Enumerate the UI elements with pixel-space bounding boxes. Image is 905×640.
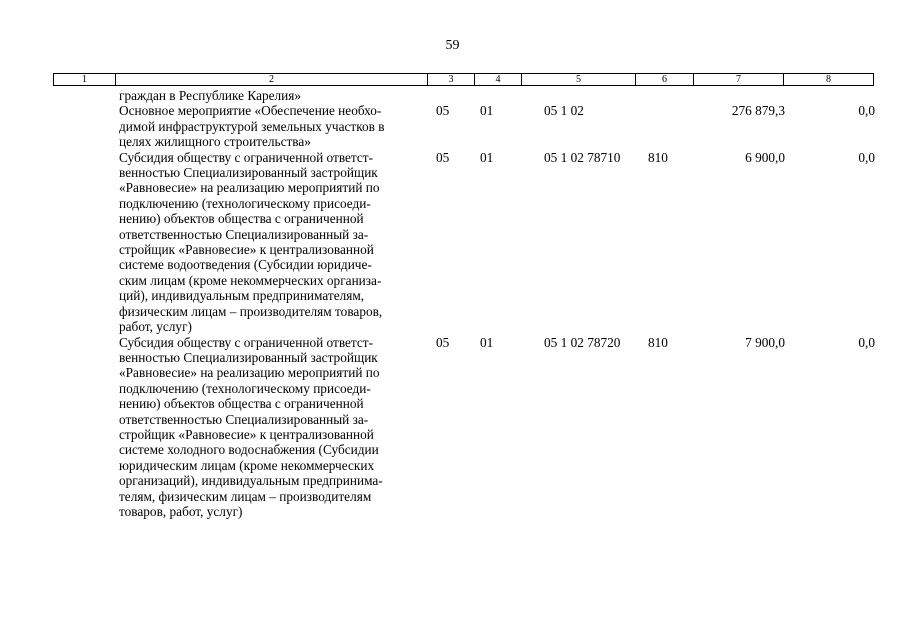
section-code: 05 (436, 103, 450, 119)
description-line: системе водоотведения (Субсидии юридиче- (119, 257, 372, 273)
description-line: организаций), индивидуальным предпринима- (119, 473, 383, 489)
header-col-1: 1 (54, 74, 116, 86)
header-col-7: 7 (694, 74, 784, 86)
amount-value-2: 0,0 (858, 103, 875, 119)
table-row (53, 335, 881, 520)
description-line: ответственностью Специализированный за- (119, 411, 369, 427)
description-line: подключению (технологическому присоеди- (119, 195, 371, 211)
row-description (119, 103, 431, 149)
header-col-4: 4 (475, 74, 522, 86)
description-line: ответственностью Специализированный за- (119, 226, 369, 242)
description-line: венностью Специализированный застройщик (119, 165, 378, 181)
header-col-3: 3 (428, 74, 475, 86)
description-line: ций), индивидуальным предпринимателям, (119, 288, 365, 304)
target-article-code: 05 1 02 (544, 103, 584, 119)
header-col-6: 6 (636, 74, 694, 86)
subsection-code: 01 (480, 103, 494, 119)
row-description (119, 335, 431, 520)
section-code: 05 (436, 149, 450, 165)
description-line: венностью Специализированный застройщик (119, 349, 378, 365)
subsection-code: 01 (480, 149, 494, 165)
description-line: целях жилищного строительства» (119, 134, 311, 150)
table-row (53, 88, 881, 103)
amount-value-2: 0,0 (858, 334, 875, 350)
description-line: физическим лицам – производителям товаров, (119, 303, 383, 319)
description-line: ским лицам (кроме некоммерческих организа- (119, 272, 382, 288)
expense-type-code: 810 (648, 149, 668, 165)
description-line: «Равновесие» на реализацию мероприятий по (119, 180, 380, 196)
section-code: 05 (436, 334, 450, 350)
row-description (119, 88, 431, 103)
header-col-5: 5 (522, 74, 636, 86)
column-number-header (53, 73, 874, 86)
amount-value: 6 900,0 (745, 149, 785, 165)
table-row (53, 150, 881, 335)
description-line: стройщик «Равновесие» к централизованной (119, 426, 374, 442)
target-article-code: 05 1 02 78720 (544, 334, 621, 350)
expense-type-code: 810 (648, 334, 668, 350)
description-line: телям, физическим лицам – производителям (119, 488, 372, 504)
page-number: 59 (445, 38, 460, 53)
amount-value: 7 900,0 (745, 334, 785, 350)
description-line: Субсидия обществу с ограниченной ответст- (119, 149, 374, 165)
header-col-8: 8 (784, 74, 874, 86)
description-line: граждан в Республике Карелия» (119, 88, 302, 103)
description-line: работ, услуг) (119, 319, 192, 335)
target-article-code: 05 1 02 78710 (544, 149, 621, 165)
description-line: подключению (технологическому присоеди- (119, 380, 371, 396)
description-line: товаров, работ, услуг) (119, 503, 243, 519)
description-line: юридическим лицам (кроме некоммерческих (119, 457, 375, 473)
description-line: Основное мероприятие «Обеспечение необхо- (119, 103, 382, 119)
description-line: димой инфраструктурой земельных участков в (119, 118, 385, 134)
description-line: системе холодного водоснабжения (Субсидии (119, 442, 379, 458)
description-line: нению) объектов общества с ограниченной (119, 396, 364, 412)
table-row (53, 103, 881, 149)
description-line: нению) объектов общества с ограниченной (119, 211, 364, 227)
description-line: «Равновесие» на реализацию мероприятий по (119, 365, 380, 381)
subsection-code: 01 (480, 334, 494, 350)
description-line: Субсидия обществу с ограниченной ответст- (119, 334, 374, 350)
row-description (119, 150, 431, 335)
amount-value: 276 879,3 (731, 103, 785, 119)
table-body (53, 88, 881, 519)
header-col-2: 2 (116, 74, 428, 86)
amount-value-2: 0,0 (858, 149, 875, 165)
description-line: стройщик «Равновесие» к централизованной (119, 242, 374, 258)
